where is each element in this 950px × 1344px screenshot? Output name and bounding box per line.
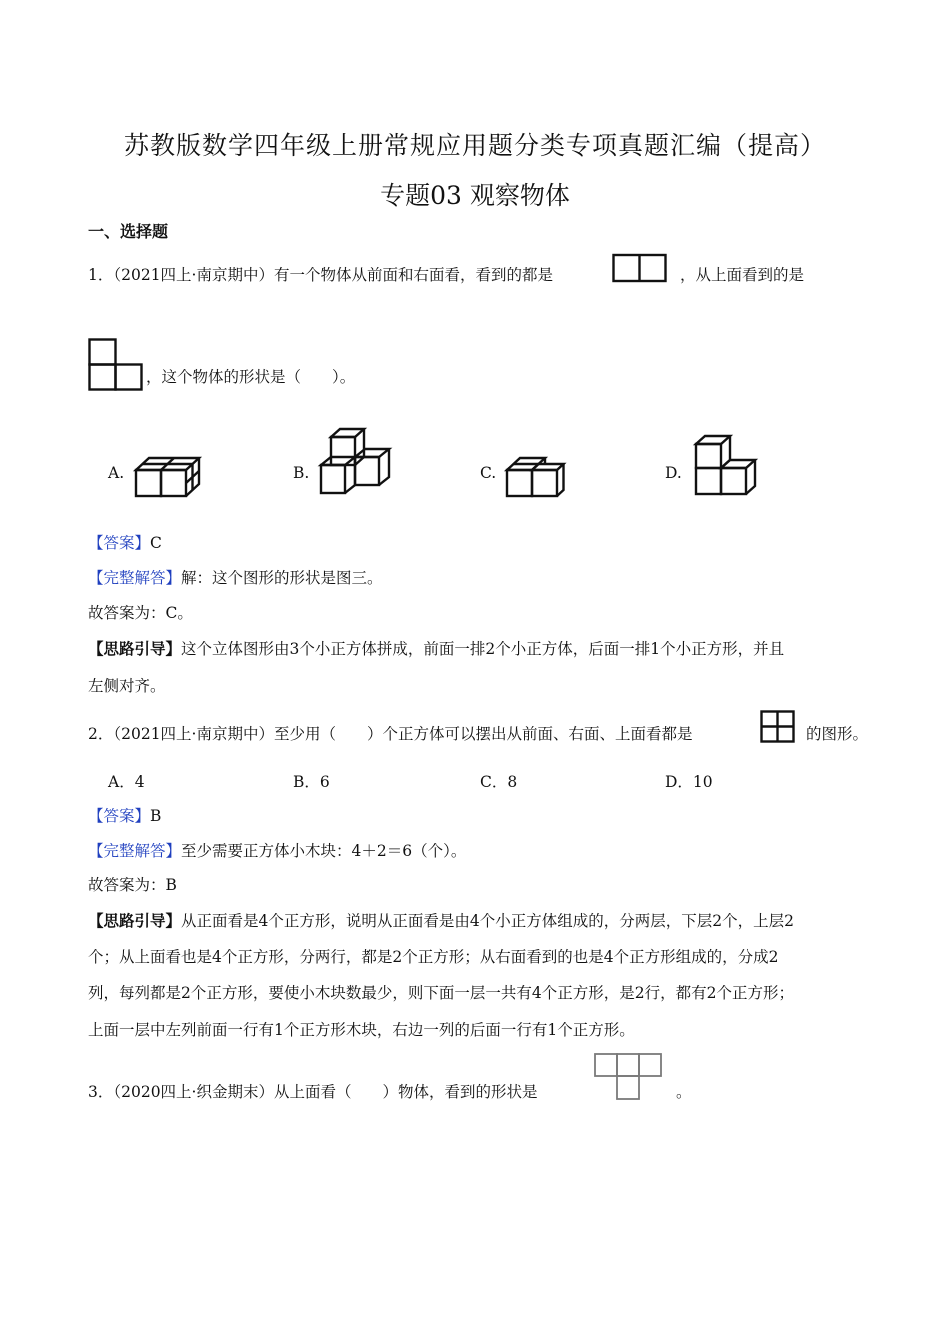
q1-option-b-label: B. bbox=[293, 464, 310, 482]
q2-stem-text-b: 的图形。 bbox=[806, 725, 869, 743]
q1-solution-tag: 【完整解答】 bbox=[88, 569, 182, 587]
q1-stem-text-c: ，这个物体的形状是（ ）。 bbox=[146, 368, 356, 386]
q1-option-a-label: A. bbox=[108, 464, 125, 482]
q2-hint-line4: 上面一层中左列前面一行有1个正方形木块，右边一列的后面一行有1个正方形。 bbox=[88, 1021, 635, 1039]
q2-hint-line1 bbox=[88, 911, 794, 931]
q1-answer-tag: 【答案】 bbox=[88, 534, 151, 552]
q1-stem-text-b: ，从上面看到的是 bbox=[680, 266, 805, 284]
q2-stem-text-a: 2．（2021四上·南京期中）至少用（ ）个正方体可以摆出从前面、右面、上面看都是 bbox=[88, 725, 693, 743]
section-heading: 一、选择题 bbox=[88, 222, 169, 241]
q2-hint-line3: 列，每列都是2个正方形，要使小木块数最少，则下面一层一共有4个正方形，是2行，都有2个正方形； bbox=[88, 984, 794, 1002]
q2-option-a: A．4 bbox=[108, 773, 145, 791]
q2-hint-text1: 从正面看是4个正方形，说明从正面看是由4个小正方体组成的，分两层，下层2个，上层2 bbox=[181, 912, 794, 930]
q2-option-d: D．10 bbox=[665, 773, 713, 791]
q3-stem-text-a: 3．（2020四上·织金期末）从上面看（ ）物体，看到的形状是 bbox=[88, 1083, 538, 1101]
q2-conclusion: 故答案为：B bbox=[88, 876, 177, 894]
q1-hint-line1 bbox=[88, 639, 784, 659]
q2-hint-tag: 【思路引导】 bbox=[88, 911, 182, 930]
document-title: 苏教版数学四年级上册常规应用题分类专项真题汇编（提高） bbox=[123, 131, 826, 160]
q2-solution-tag: 【完整解答】 bbox=[88, 842, 182, 860]
q1-hint-tag: 【思路引导】 bbox=[88, 639, 182, 658]
q2-solution-text: 至少需要正方体小木块：4＋2＝6（个）。 bbox=[181, 842, 467, 860]
q1-option-c-label: C. bbox=[480, 464, 497, 482]
q1-solution-text: 解：这个图形的形状是图三。 bbox=[181, 569, 383, 587]
q1-hint-line2: 左侧对齐。 bbox=[88, 677, 166, 695]
q1-stem-line1 bbox=[88, 265, 553, 285]
q1-option-b-cube-figure bbox=[318, 425, 394, 499]
q1-answer-value: C bbox=[150, 534, 162, 552]
q1-option-d-label: D. bbox=[665, 464, 682, 482]
q2-option-b: B．6 bbox=[293, 773, 330, 791]
q1-conclusion: 故答案为：C。 bbox=[88, 604, 193, 622]
q3-stem-text-b: 。 bbox=[676, 1083, 692, 1101]
q1-hint-text1: 这个立体图形由3个小正方体拼成，前面一排2个小正方体，后面一排1个小正方形，并且 bbox=[181, 640, 785, 658]
q2-option-c: C．8 bbox=[480, 773, 518, 791]
q1-option-a-cube-figure bbox=[133, 450, 211, 500]
q1-top-view-figure bbox=[88, 338, 144, 392]
q3-top-view-figure bbox=[594, 1053, 664, 1103]
q2-answer-line bbox=[88, 806, 161, 826]
q2-answer-tag: 【答案】 bbox=[88, 807, 151, 825]
document-subtitle: 专题03 观察物体 bbox=[380, 181, 570, 210]
q1-stem-text-a: 1．（2021四上·南京期中）有一个物体从前面和右面看，看到的都是 bbox=[88, 266, 553, 284]
q1-option-d-cube-figure bbox=[693, 432, 761, 498]
q2-answer-value: B bbox=[150, 807, 162, 825]
q1-solution-line bbox=[88, 568, 383, 588]
q2-solution-line bbox=[88, 841, 466, 861]
q1-option-c-cube-figure bbox=[504, 450, 570, 500]
q2-view-figure bbox=[760, 710, 796, 744]
q1-front-view-figure bbox=[612, 253, 668, 283]
q1-answer-line bbox=[88, 533, 162, 553]
q2-hint-line2: 个；从上面看也是4个正方形，分两行，都是2个正方形；从右面看到的也是4个正方形组成的，分成2 bbox=[88, 948, 779, 966]
